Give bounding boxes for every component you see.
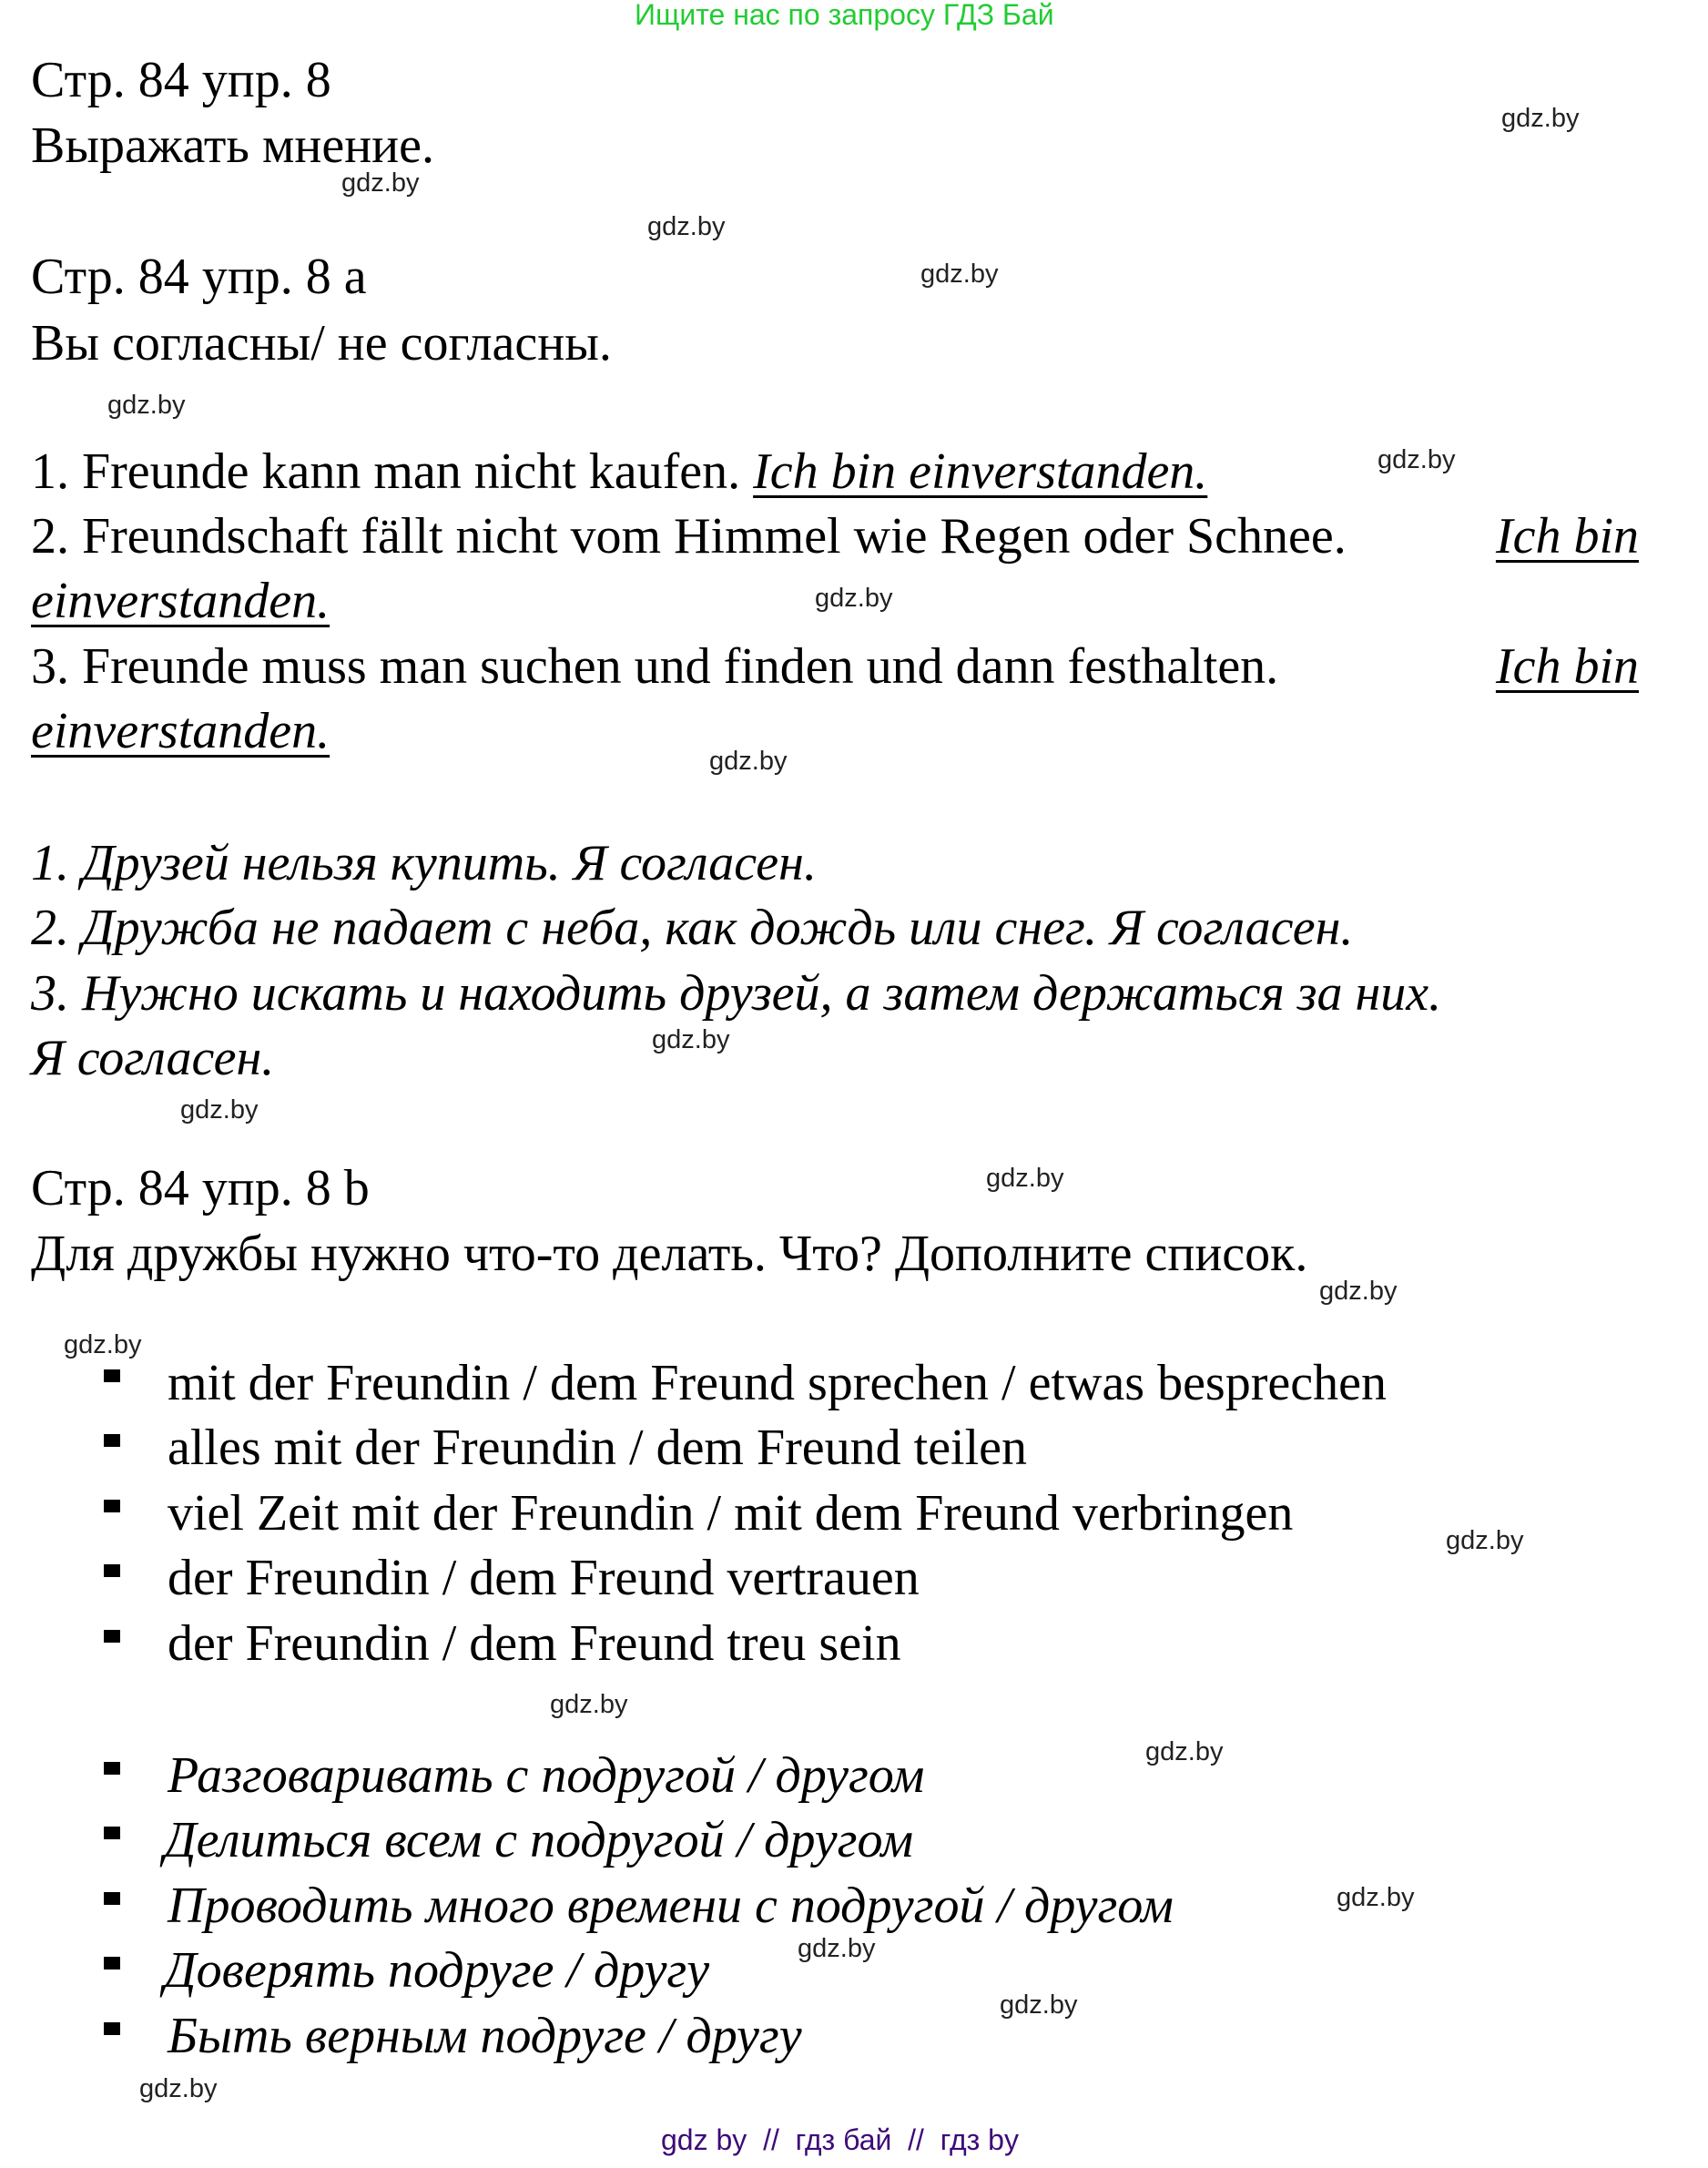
bullet-icon bbox=[104, 1827, 120, 1839]
sentence-text: Freunde muss man suchen und finden und dann festhalten. bbox=[82, 638, 1279, 695]
bullet-icon bbox=[104, 1564, 120, 1577]
search-banner: Ищите нас по запросу ГДЗ Бай bbox=[635, 0, 1054, 31]
section-heading-8b: Стр. 84 упр. 8 b bbox=[31, 1160, 370, 1216]
answer-text: Ich bin bbox=[1495, 508, 1639, 565]
watermark: gdz.by bbox=[550, 1690, 628, 1719]
list-item: Делиться всем с подругой / другом bbox=[164, 1812, 914, 1868]
translation-text: 3. Нужно искать и находить друзей, а затем держаться за них. bbox=[31, 965, 1442, 1022]
watermark: gdz.by bbox=[647, 212, 726, 241]
bullet-icon bbox=[104, 1630, 120, 1643]
german-sentence-1 bbox=[31, 443, 1208, 500]
bullet-icon bbox=[104, 1434, 120, 1447]
list-item: Разговаривать с подругой / другом bbox=[168, 1747, 925, 1804]
sentence-text-wrap bbox=[31, 508, 1347, 565]
sentence-number: 1. bbox=[31, 443, 69, 500]
german-sentence-2 bbox=[31, 508, 1639, 565]
bullet-icon bbox=[104, 2022, 120, 2035]
watermark: gdz.by bbox=[1145, 1737, 1224, 1766]
watermark: gdz.by bbox=[64, 1330, 142, 1359]
sentence-number: 3. bbox=[31, 638, 69, 695]
list-item: viel Zeit mit der Freundin / mit dem Freund verbringen bbox=[168, 1485, 1294, 1542]
german-sentence-3-answer-cont: einverstanden. bbox=[31, 703, 330, 759]
german-sentence-2-answer-cont: einverstanden. bbox=[31, 573, 330, 629]
list-item: alles mit der Freundin / dem Freund teilen bbox=[168, 1420, 1028, 1476]
russian-translation-2: 2. Дружба не падает с неба, как дождь или снег. Я согласен. bbox=[31, 900, 1354, 956]
bullet-icon bbox=[104, 1957, 120, 1970]
sentence-text-wrap bbox=[31, 638, 1279, 695]
watermark: gdz.by bbox=[139, 2074, 218, 2103]
section-heading-8a: Стр. 84 упр. 8 a bbox=[31, 249, 367, 305]
bullet-icon bbox=[104, 1892, 120, 1905]
section-subtitle-8: Выражать мнение. bbox=[31, 117, 434, 174]
russian-translation-3-cont: Я согласен. bbox=[31, 1030, 275, 1086]
section-subtitle-8a: Вы согласны/ не согласны. bbox=[31, 315, 612, 372]
watermark: gdz.by bbox=[341, 168, 420, 198]
watermark: gdz.by bbox=[107, 391, 186, 420]
german-sentence-3 bbox=[31, 638, 1639, 695]
watermark: gdz.by bbox=[920, 260, 999, 289]
russian-translation-3 bbox=[31, 965, 1639, 1022]
watermark: gdz.by bbox=[1000, 1990, 1078, 2020]
list-item: Доверять подруге / другу bbox=[164, 1942, 710, 1999]
watermark: gdz.by bbox=[652, 1025, 730, 1054]
list-item: mit der Freundin / dem Freund sprechen / etwas besprechen bbox=[168, 1355, 1387, 1411]
bullet-icon bbox=[104, 1369, 120, 1382]
watermark: gdz.by bbox=[798, 1934, 876, 1963]
watermark: gdz.by bbox=[709, 747, 788, 776]
answer-text: Ich bin einverstanden. bbox=[753, 443, 1208, 500]
footer-links: gdz by // гдз бай // гдз by bbox=[661, 2123, 1019, 2156]
sentence-number: 2. bbox=[31, 508, 69, 565]
bullet-icon bbox=[104, 1762, 120, 1775]
watermark: gdz.by bbox=[180, 1095, 259, 1125]
watermark: gdz.by bbox=[1446, 1526, 1524, 1555]
answer-text: Ich bin bbox=[1495, 638, 1639, 695]
list-item: der Freundin / dem Freund treu sein bbox=[168, 1615, 901, 1672]
section-heading-8: Стр. 84 упр. 8 bbox=[31, 52, 331, 108]
watermark: gdz.by bbox=[1501, 104, 1580, 133]
sentence-text: Freundschaft fällt nicht vom Himmel wie Regen oder Schnee. bbox=[82, 508, 1347, 565]
list-item: Быть верным подруге / другу bbox=[168, 2008, 802, 2064]
watermark: gdz.by bbox=[1319, 1277, 1398, 1306]
list-item: Проводить много времени с подругой / другом bbox=[168, 1878, 1174, 1934]
watermark: gdz.by bbox=[986, 1164, 1064, 1193]
bullet-icon bbox=[104, 1500, 120, 1512]
watermark: gdz.by bbox=[1378, 445, 1456, 474]
list-item: der Freundin / dem Freund vertrauen bbox=[168, 1550, 920, 1606]
watermark: gdz.by bbox=[1337, 1883, 1415, 1912]
watermark: gdz.by bbox=[815, 584, 893, 613]
sentence-text: Freunde kann man nicht kaufen. bbox=[82, 443, 741, 500]
section-subtitle-8b: Для дружбы нужно что-то делать. Что? Дополните список. bbox=[31, 1226, 1308, 1282]
russian-translation-1: 1. Друзей нельзя купить. Я согласен. bbox=[31, 835, 817, 891]
